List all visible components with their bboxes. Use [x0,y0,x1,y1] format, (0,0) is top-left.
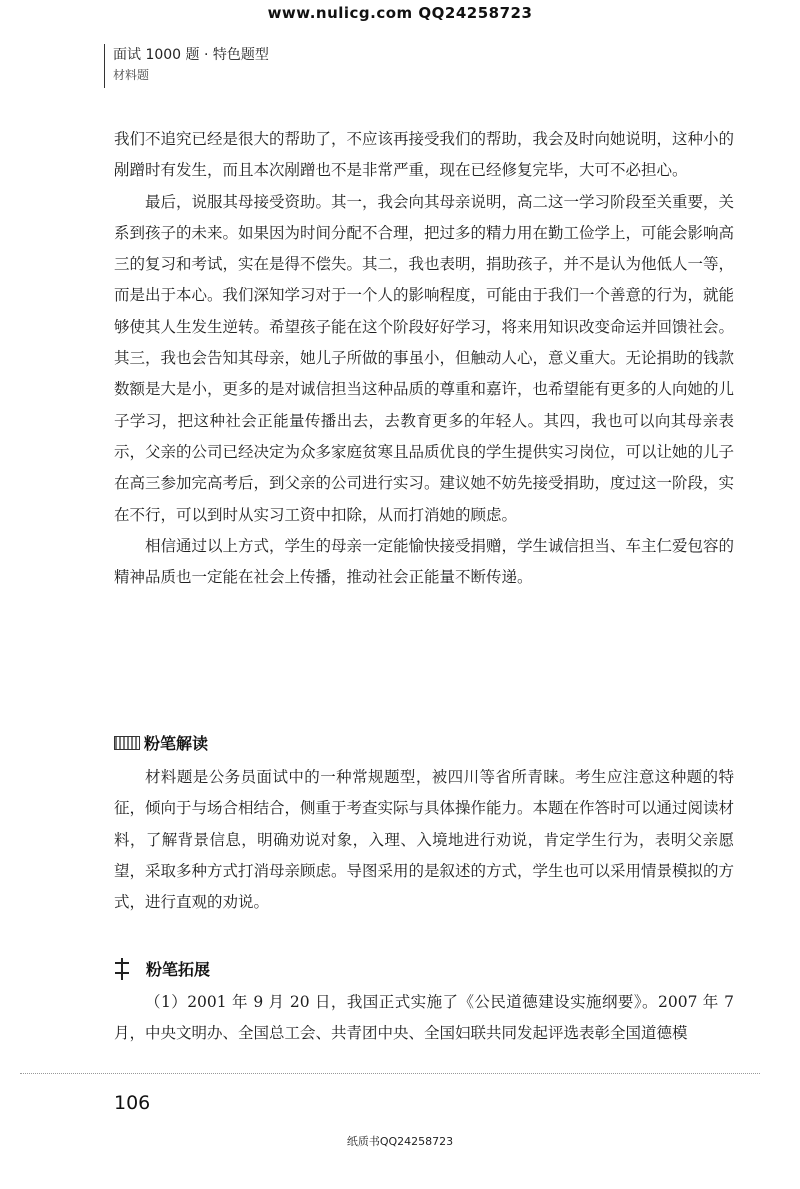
scan-dotted-line [20,1073,760,1074]
tuozhan-icon [114,958,132,980]
chapter-subtitle: 材料题 [113,68,150,82]
top-watermark: www.nulicg.com QQ24258723 [267,4,533,22]
section-tuozhan-title: 粉笔拓展 [146,960,211,979]
section-jiedu-heading [114,731,208,754]
jiedu-icon [114,736,140,750]
paragraph-conclusion: 相信通过以上方式，学生的母亲一定能愉快接受捐赠，学生诚信担当、车主仁爱包容的精神品质也一定能在社会上传播，推动社会正能量不断传递。 [114,536,735,587]
book-title: 面试 1000 题 · 特色题型 [113,47,269,63]
answer-body [114,124,734,593]
section-jiedu-text: 材料题是公务员面试中的一种常规题型，被四川等省所青睐。考生应注意这种题的特征，倾向于与场合相结合，侧重于考查实际与具体操作能力。本题在作答时可以通过阅读材料，了解背景信息，明确劝说对象，入理、入境地进行劝说，肯定学生行为，表明父亲愿望，采取多种方式打消母亲顾虑。导图采用的是叙述的方式，学生也可以采用情景模拟的方式，进行直观的劝说。 [114,768,735,912]
bottom-watermark: 纸质书QQ24258723 [346,1135,454,1148]
page-number: 106 [114,1092,151,1114]
paragraph-persuade-mother: 最后，说服其母接受资助。其一，我会向其母亲说明，高二这一学习阶段至关重要，关系到孩子的未来。如果因为时间分配不合理，把过多的精力用在勤工俭学上，可能会影响高三的复习和考试，实在是得不偿失。其二，我也表明，捐助孩子，并不是认为他低人一等，而是出于本心。我们深知学习对于一个人的影响程度，可能由于我们一个善意的行为，就能够使其人生发生逆转。希望孩子能在这个阶段好好学习，将来用知识改变命运并回馈社会。其三，我也会告知其母亲，她儿子所做的事虽小，但触动人心，意义重大。无论捐助的钱款数额是大是小，更多的是对诚信担当这种品质的尊重和嘉许，也希望能有更多的人向她的儿子学习，把这种社会正能量传播出去，去教育更多的年轻人。其四，我也可以向其母亲表示，父亲的公司已经决定为众多家庭贫寒且品质优良的学生提供实习岗位，可以让她的儿子在高三参加完高考后，到父亲的公司进行实习。建议她不妨先接受捐助，度过这一阶段，实在不行，可以到时从实习工资中扣除，从而打消她的顾虑。 [114,192,735,524]
paragraph-continued: 我们不追究已经是很大的帮助了，不应该再接受我们的帮助，我会及时向她说明，这种小的剐蹭时有发生，而且本次剐蹭也不是非常严重，现在已经修复完毕，大可不必担心。 [114,130,735,180]
section-tuozhan-heading [114,957,210,980]
header-divider [104,44,105,88]
section-jiedu-title: 粉笔解读 [144,734,209,753]
section-tuozhan-text: （1）2001 年 9 月 20 日，我国正式实施了《公民道德建设实施纲要》。2007 年 7 月，中央文明办、全国总工会、共青团中央、全国妇联共同发起评选表彰全国道德模 [114,993,734,1043]
